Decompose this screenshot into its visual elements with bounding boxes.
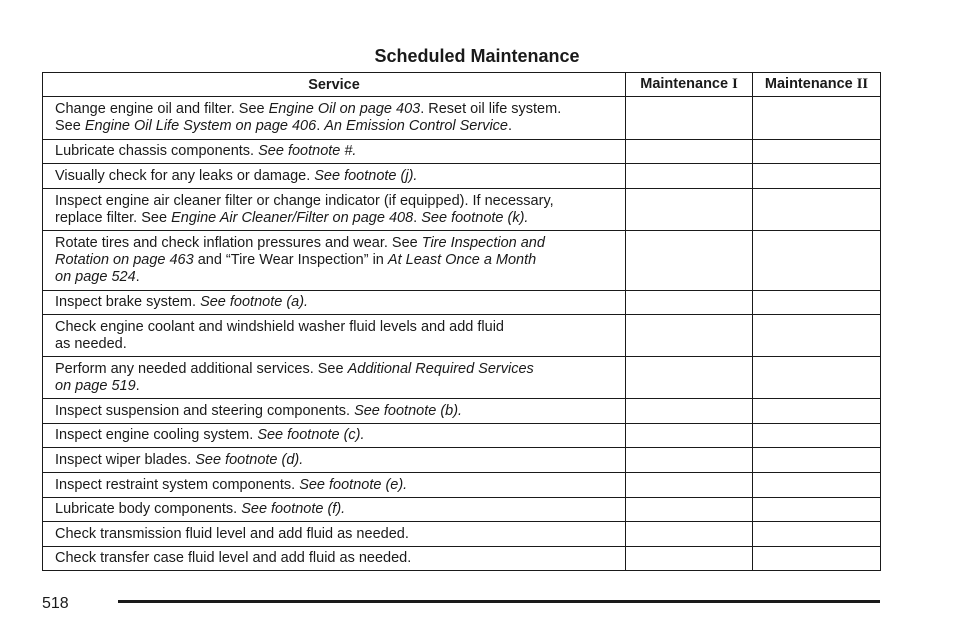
service-text: See <box>55 118 85 134</box>
service-reference-text: See footnote (e). <box>299 476 408 493</box>
maintenance-1-cell <box>626 140 753 164</box>
service-cell <box>43 547 626 571</box>
service-cell <box>43 291 626 315</box>
table-row <box>43 547 881 571</box>
service-text: . Reset oil life system. <box>420 101 562 117</box>
service-text: Rotate tires and check inflation pressures and wear. See <box>55 235 422 251</box>
service-cell <box>43 97 626 140</box>
service-reference-text: Engine Oil on page 403 <box>268 101 421 117</box>
maintenance-2-cell <box>753 399 881 424</box>
service-text: . <box>135 377 140 394</box>
table-row <box>43 473 881 498</box>
table-row <box>43 315 881 357</box>
table-row <box>43 498 881 522</box>
service-text: Visually check for any leaks or damage. <box>55 167 315 184</box>
service-text: Inspect brake system. <box>55 294 201 310</box>
service-cell <box>43 399 626 424</box>
service-reference-text: See footnote (d). <box>195 451 304 468</box>
service-cell <box>43 424 626 448</box>
maintenance-2-cell <box>753 140 881 164</box>
maintenance-2-cell <box>753 448 881 473</box>
service-text: replace filter. See <box>55 209 172 226</box>
service-text: Check transfer case fluid level and add fluid as needed. <box>55 550 412 566</box>
table-row <box>43 448 881 473</box>
maintenance-2-cell <box>753 291 881 315</box>
page-title: Scheduled Maintenance <box>374 46 580 66</box>
service-text: Inspect suspension and steering components. <box>55 402 355 419</box>
maintenance-1-cell <box>626 448 753 473</box>
service-reference-text: Rotation on page 463 <box>55 252 194 268</box>
service-text: . <box>413 209 422 226</box>
service-cell <box>43 315 626 357</box>
service-reference-text: At Least Once a Month <box>387 252 537 268</box>
service-reference-text: Tire Inspection and <box>421 235 545 251</box>
maintenance-1-cell <box>626 473 753 498</box>
maintenance-2-cell <box>753 189 881 231</box>
maintenance-2-cell <box>753 522 881 547</box>
service-cell <box>43 164 626 189</box>
maintenance-2-cell <box>753 315 881 357</box>
header-maintenance-1 <box>626 73 753 97</box>
service-text: Lubricate body components. <box>55 501 242 517</box>
service-text: . <box>135 269 140 285</box>
table-row <box>43 522 881 547</box>
maintenance-1-cell <box>626 547 753 571</box>
service-reference-text: See footnote #. <box>258 143 357 159</box>
header-maintenance-2-numeral: II <box>856 76 869 92</box>
service-cell <box>43 498 626 522</box>
table-row <box>43 189 881 231</box>
service-text: as needed. <box>55 335 127 352</box>
service-reference-text: An Emission Control Service <box>324 118 508 134</box>
service-cell <box>43 473 626 498</box>
table-row <box>43 97 881 140</box>
maintenance-1-cell <box>626 164 753 189</box>
maintenance-1-cell <box>626 399 753 424</box>
maintenance-2-cell <box>753 473 881 498</box>
maintenance-1-cell <box>626 357 753 399</box>
page-number: 518 <box>42 595 69 612</box>
service-reference-text: See footnote (a). <box>200 294 309 310</box>
service-text: . <box>316 118 325 134</box>
header-service: Service <box>43 73 626 97</box>
service-reference-text: Additional Required Services <box>347 360 534 377</box>
service-cell <box>43 189 626 231</box>
service-text: and “Tire Wear Inspection” in <box>193 252 388 268</box>
service-reference-text: See footnote (c). <box>257 427 365 443</box>
service-text: Inspect engine air cleaner filter or change indicator (if equipped). If necessary, <box>55 192 554 209</box>
table-body <box>43 97 881 571</box>
service-text: Change engine oil and filter. See <box>55 101 269 117</box>
maintenance-1-cell <box>626 424 753 448</box>
maintenance-2-cell <box>753 498 881 522</box>
maintenance-2-cell <box>753 164 881 189</box>
service-reference-text: See footnote (f). <box>241 501 346 517</box>
maintenance-1-cell <box>626 97 753 140</box>
service-reference-text: Engine Oil Life System on page 406 <box>84 118 317 134</box>
service-text: Lubricate chassis components. <box>55 143 259 159</box>
table-row <box>43 399 881 424</box>
service-text: Inspect engine cooling system. <box>55 427 258 443</box>
service-reference-text: on page 519 <box>55 377 136 394</box>
header-maintenance-2 <box>753 73 881 97</box>
service-cell <box>43 448 626 473</box>
header-maintenance-1-word: Maintenance <box>640 76 729 92</box>
maintenance-2-cell <box>753 547 881 571</box>
maintenance-2-cell <box>753 231 881 291</box>
maintenance-2-cell <box>753 97 881 140</box>
maintenance-1-cell <box>626 498 753 522</box>
service-text: . <box>508 118 513 134</box>
table-row <box>43 424 881 448</box>
maintenance-2-cell <box>753 357 881 399</box>
table-row <box>43 357 881 399</box>
service-text: Inspect wiper blades. <box>55 451 196 468</box>
maintenance-1-cell <box>626 291 753 315</box>
table-header-row <box>43 73 881 97</box>
table-row <box>43 140 881 164</box>
table-row <box>43 231 881 291</box>
service-cell <box>43 522 626 547</box>
maintenance-1-cell <box>626 522 753 547</box>
service-text: Check engine coolant and windshield washer fluid levels and add fluid <box>55 318 504 335</box>
maintenance-1-cell <box>626 231 753 291</box>
service-cell <box>43 140 626 164</box>
service-text: Inspect restraint system components. <box>55 476 300 493</box>
maintenance-1-cell <box>626 189 753 231</box>
service-cell <box>43 357 626 399</box>
service-reference-text: See footnote (k). <box>421 209 529 226</box>
table-row <box>43 291 881 315</box>
service-cell <box>43 231 626 291</box>
service-reference-text: Engine Air Cleaner/Filter on page 408 <box>171 209 414 226</box>
table-row <box>43 164 881 189</box>
header-maintenance-1-numeral: I <box>732 76 738 92</box>
scheduled-maintenance-table <box>42 72 881 571</box>
service-reference-text: on page 524 <box>55 269 136 285</box>
maintenance-2-cell <box>753 424 881 448</box>
service-text: Check transmission fluid level and add fluid as needed. <box>55 525 409 542</box>
footer-rule <box>118 600 880 603</box>
service-reference-text: See footnote (j). <box>314 167 418 184</box>
service-text: Perform any needed additional services. See <box>55 360 348 377</box>
header-maintenance-2-word: Maintenance <box>764 76 853 92</box>
maintenance-1-cell <box>626 315 753 357</box>
service-reference-text: See footnote (b). <box>354 402 463 419</box>
